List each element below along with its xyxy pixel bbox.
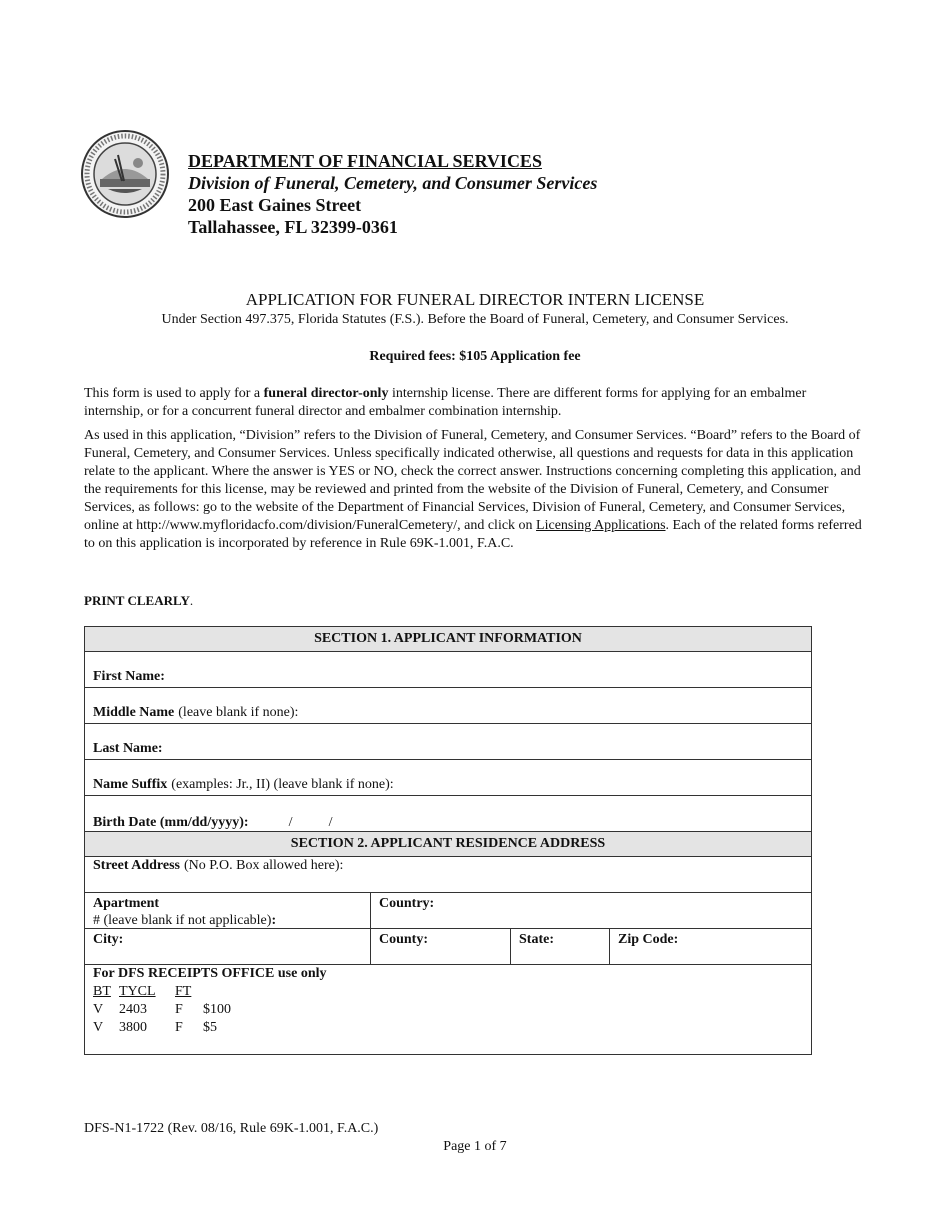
form-title: APPLICATION FOR FUNERAL DIRECTOR INTERN LICENSE: [245, 290, 705, 309]
receipts-cell: 3800: [119, 1020, 147, 1035]
florida-state-seal-icon: [80, 129, 170, 219]
city-state-zip: Tallahassee, FL 32399-0361: [188, 217, 398, 237]
street-address: 200 East Gaines Street: [188, 195, 362, 215]
last-name-field[interactable]: [85, 724, 811, 760]
birth-date-label: Birth Date (mm/dd/yyyy):: [93, 815, 249, 830]
required-fees: Required fees: $105 Application fee: [369, 349, 581, 364]
form-subtitle: Under Section 497.375, Florida Statutes (F.S.). Before the Board of Funeral, Cemetery, and Consumer Services.: [161, 312, 789, 327]
receipts-cell: $5: [203, 1020, 217, 1035]
receipts-table: [93, 983, 803, 1037]
apartment-field[interactable]: Apartment # (leave blank if not applicable):: [85, 893, 371, 928]
last-name-label: Last Name:: [93, 741, 163, 756]
first-name-field[interactable]: [85, 652, 811, 688]
letterhead: [188, 150, 597, 238]
name-suffix-label: Name Suffix: [93, 777, 168, 792]
middle-name-note: (leave blank if none):: [178, 705, 299, 720]
middle-name-label: Middle Name: [93, 705, 175, 720]
county-field[interactable]: [371, 929, 511, 964]
street-address-label: Street Address: [93, 858, 180, 873]
receipts-cell: V: [93, 1002, 104, 1017]
state-label: State:: [519, 932, 554, 947]
name-suffix-field[interactable]: [85, 760, 811, 796]
date-separator: /: [328, 815, 333, 830]
city-county-row: [85, 929, 811, 965]
county-label: County:: [379, 932, 429, 947]
date-separator: /: [288, 815, 293, 830]
page-number: Page 1 of 7: [443, 1139, 507, 1154]
country-field[interactable]: [371, 893, 811, 928]
apartment-note: # (leave blank if not applicable): [93, 913, 272, 928]
application-form: [84, 626, 812, 1055]
city-field[interactable]: [85, 929, 371, 964]
receipts-col-tycl: TYCL: [119, 984, 156, 999]
receipts-cell: V: [93, 1020, 104, 1035]
street-address-note: (No P.O. Box allowed here):: [183, 858, 344, 873]
instructions-paragraph: As used in this application, “Division” refers to the Division of Funeral, Cemetery, and Consumer Services. “Board” refers to the Board of Funeral, Cemetery, and Consumer Services. Unless specifically indicated otherwise, all questions and requests for data in this application relate to the applicant. Where the answer is YES or NO, check the correct answer. Instructions concerning completing this application, and the requirements for this license, may be reviewed and printed from the website of the Division of Funeral, Cemetery, and Consumer Services, as follows: go to the website of the Department of Financial Services, Division of Funeral, Cemetery, and Consumer Services, online at http://www.myfloridacfo.com/division/FuneralCemetery/, and click on Licensing Applications. Each of the related forms referred to on this application is incorporated by reference in Rule 69K-1.001, F.A.C.: [84, 428, 862, 551]
receipts-heading: For DFS RECEIPTS OFFICE use only: [93, 966, 327, 981]
receipts-cell: F: [175, 1002, 183, 1017]
apartment-label: Apartment: [93, 896, 160, 911]
receipts-col-bt: BT: [93, 984, 111, 999]
middle-name-field[interactable]: [85, 688, 811, 724]
country-label: Country:: [379, 896, 435, 911]
print-clearly-note: PRINT CLEARLY.: [84, 593, 194, 608]
section2-heading: SECTION 2. APPLICANT RESIDENCE ADDRESS: [85, 832, 811, 857]
receipts-cell: $100: [203, 1002, 231, 1017]
city-label: City:: [93, 932, 124, 947]
zip-code-field[interactable]: [610, 929, 811, 964]
receipts-col-ft: FT: [175, 984, 192, 999]
receipts-cell: 2403: [119, 1002, 147, 1017]
zip-code-label: Zip Code:: [618, 932, 679, 947]
first-name-label: First Name:: [93, 669, 165, 684]
section1-heading: SECTION 1. APPLICANT INFORMATION: [85, 627, 811, 652]
name-suffix-note: (examples: Jr., II) (leave blank if none):: [171, 777, 394, 792]
apartment-country-row: [85, 893, 811, 929]
form-id: DFS-N1-1722 (Rev. 08/16, Rule 69K-1.001, F.A.C.): [84, 1121, 379, 1136]
division-name: Division of Funeral, Cemetery, and Consumer Services: [188, 173, 598, 193]
street-address-field[interactable]: [85, 857, 811, 893]
receipts-cell: F: [175, 1020, 183, 1035]
intro-paragraph: This form is used to apply for a funeral director-only internship license. There are different forms for applying for an embalmer internship, or for a concurrent funeral director and embalmer combination internship.: [84, 386, 807, 419]
licensing-applications-link[interactable]: Licensing Applications: [536, 518, 666, 533]
receipts-office-box: [85, 965, 811, 1054]
birth-date-field[interactable]: [85, 796, 811, 832]
state-field[interactable]: [511, 929, 610, 964]
department-name: DEPARTMENT OF FINANCIAL SERVICES: [188, 151, 542, 171]
